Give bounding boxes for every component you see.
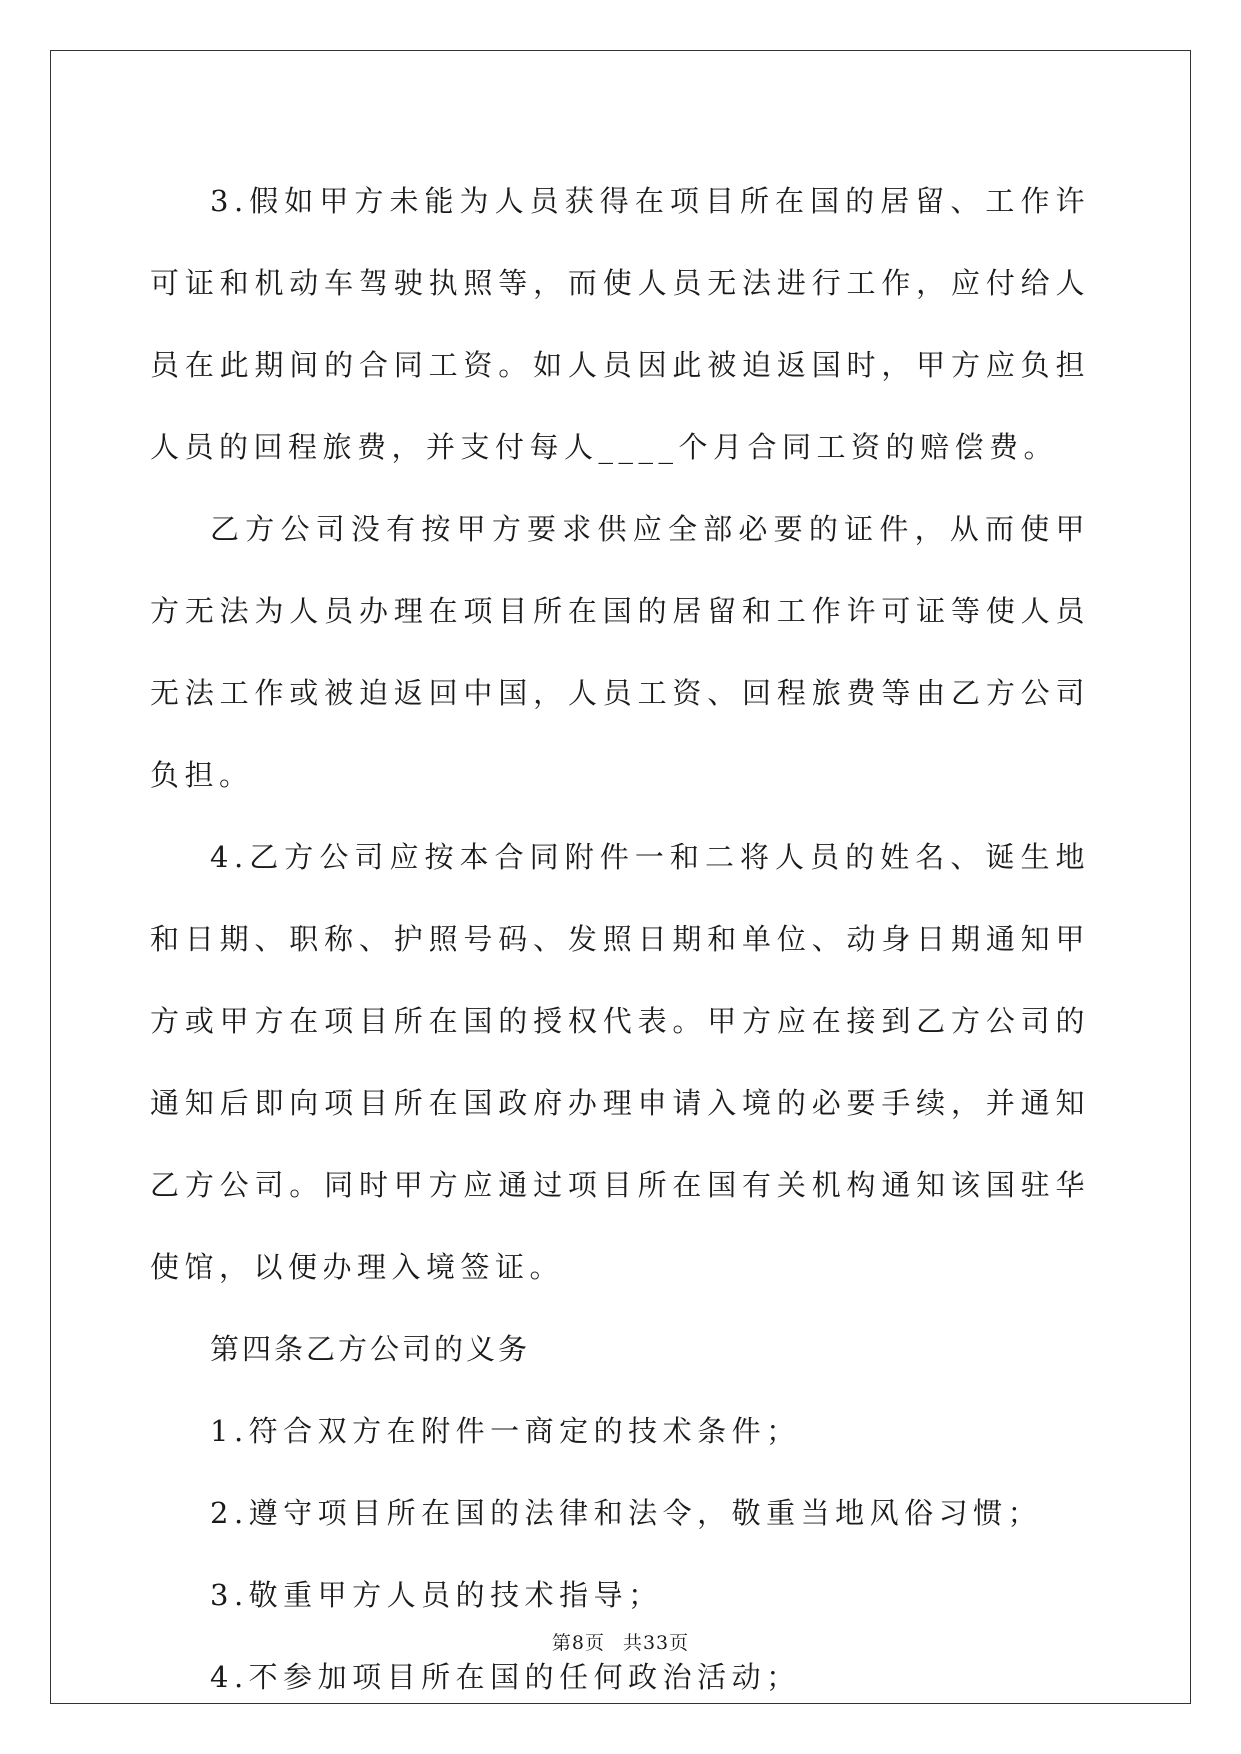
paragraph-clause-3: 3.假如甲方未能为人员获得在项目所在国的居留、工作许可证和机动车驾驶执照等，而使人员无法进行工作，应付给人员在此期间的合同工资。如人员因此被迫返国时，甲方应负担人员的回程旅费，并支付每人____个月合同工资的赔偿费。 xyxy=(150,184,1090,464)
page-footer xyxy=(0,1628,1241,1655)
paragraph-party-b-documents: 乙方公司没有按甲方要求供应全部必要的证件，从而使甲方无法为人员办理在项目所在国的居留和工作许可证等使人员无法工作或被迫返回中国，人员工资、回程旅费等由乙方公司负担。 xyxy=(150,512,1090,792)
obligation-item-2: 2.遵守项目所在国的法律和法令，敬重当地风俗习惯； xyxy=(210,1496,1043,1530)
obligation-item-4: 4.不参加项目所在国的任何政治活动； xyxy=(210,1660,801,1694)
paragraph-clause-4: 4.乙方公司应按本合同附件一和二将人员的姓名、诞生地和日期、职称、护照号码、发照日期和单位、动身日期通知甲方或甲方在项目所在国的授权代表。甲方应在接到乙方公司的通知后即向项目所在国政府办理申请入境的必要手续，并通知乙方公司。同时甲方应通过项目所在国有关机构通知该国驻华使馆，以便办理入境签证。 xyxy=(150,840,1090,1284)
page-number: 第8页 xyxy=(551,1632,605,1654)
document-body xyxy=(150,160,1090,1718)
page-total: 共33页 xyxy=(622,1632,690,1654)
obligation-item-1: 1.符合双方在附件一商定的技术条件； xyxy=(210,1414,801,1448)
obligation-item-3: 3.敬重甲方人员的技术指导； xyxy=(210,1578,663,1612)
section-heading-article-4: 第四条乙方公司的义务 xyxy=(210,1332,531,1366)
